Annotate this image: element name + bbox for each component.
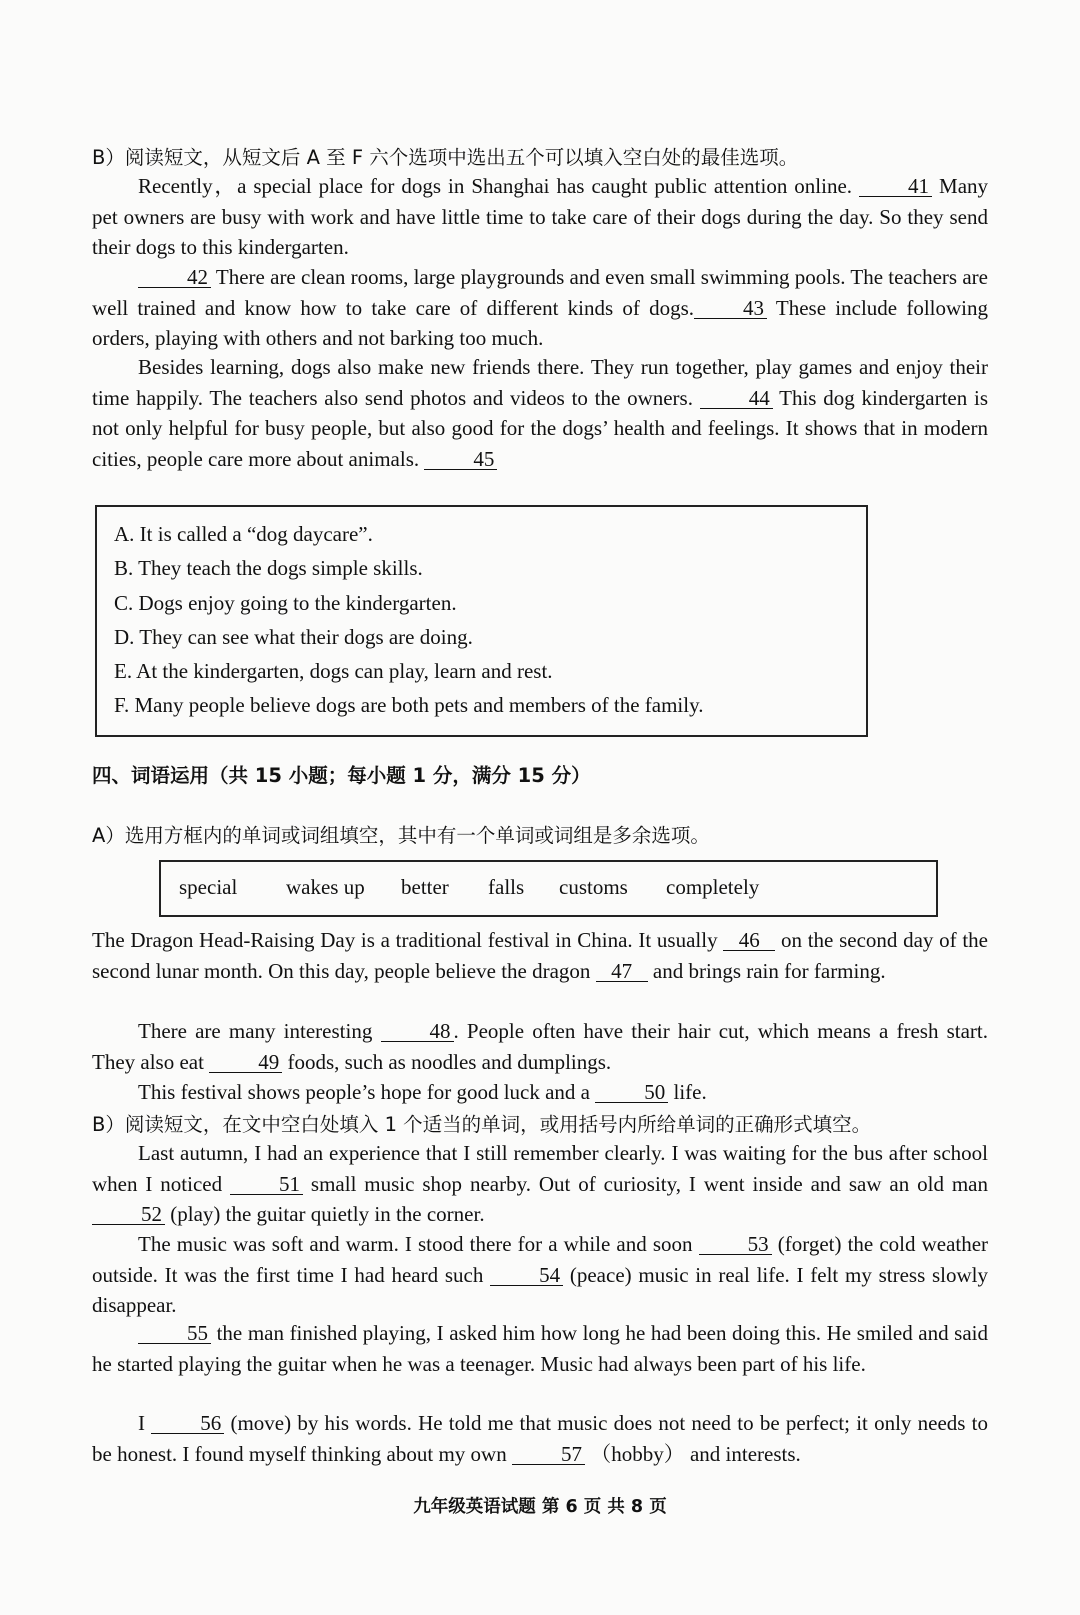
word-falls: falls: [488, 875, 525, 899]
passage-b2-paragraph-1: Last autumn, I had an experience that I still remember clearly. I was waiting for the bus after school when I noticed 51 small music shop nearby. Out of curiosity, I went inside and saw an old man 52 (play) the guitar quietly in the corner.: [92, 1141, 988, 1226]
blank-53: 53: [699, 1234, 772, 1255]
page-footer: 九年级英语试题 第 6 页 共 8 页: [413, 1497, 667, 1517]
blank-51: 51: [230, 1174, 303, 1195]
word-box: [159, 860, 938, 917]
blank-49: 49: [209, 1052, 282, 1073]
passage-b1-paragraph-3: Besides learning, dogs also make new friends there. They run together, play games and enjoy their time happily. The teachers also send photos and videos to the owners. 44 This dog kindergarten is not only helpful for busy people, but also good for the dogs’ health and feelings. It shows that in modern cities, people care more about animals. 45: [92, 355, 988, 471]
word-wakes-up: wakes up: [286, 875, 365, 899]
blank-56: 56: [151, 1413, 224, 1434]
passage-a-paragraph-1: The Dragon Head-Raising Day is a traditional festival in China. It usually 46 on the second day of the second lunar month. On this day, people believe the dragon 47 and brings rain for farming.: [92, 928, 989, 983]
blank-47: 47: [596, 961, 648, 982]
option-b: B. They teach the dogs simple skills.: [114, 556, 423, 581]
word-special: special: [179, 875, 238, 899]
section-4-title: 四、词语运用（共 15 小题；每小题 1 分，满分 15 分）: [92, 764, 591, 787]
word-completely: completely: [666, 875, 760, 899]
word-better: better: [401, 875, 449, 899]
option-a: A. It is called a “dog daycare”.: [114, 522, 373, 546]
passage-b1-paragraph-2: 42 There are clean rooms, large playgrounds and even small swimming pools. The teachers are well trained and know how to take care of different kinds of dogs. 43 These include following orders, playing with others and not barking too much.: [92, 265, 988, 350]
part-b2-header: B）阅读短文，在文中空白处填入 1 个适当的单词，或用括号内所给单词的正确形式填空。: [92, 1113, 872, 1136]
option-d: D. They can see what their dogs are doing.: [114, 624, 473, 649]
passage-a-paragraph-2: There are many interesting 48 . People often have their hair cut, which means a fresh start. They also eat 49 foods, such as noodles and dumplings.: [92, 1019, 988, 1074]
option-f: F. Many people believe dogs are both pets and members of the family.: [114, 693, 704, 718]
blank-57: 57: [512, 1444, 585, 1465]
blank-42: 42: [138, 267, 211, 288]
blank-52: 52: [92, 1204, 165, 1225]
blank-48: 48: [381, 1021, 454, 1042]
passage-b2-paragraph-4: I 56 (move) by his words. He told me that music does not need to be perfect; it only needs to be honest. I found myself thinking about my own 57 （hobby） and interests.: [92, 1411, 989, 1466]
blank-46: 46: [723, 930, 775, 951]
blank-43: 43: [694, 298, 767, 319]
blank-45: 45: [424, 449, 497, 470]
part-b1-header: B）阅读短文，从短文后 A 至 F 六个选项中选出五个可以填入空白处的最佳选项。: [92, 146, 799, 169]
options-box: [95, 505, 868, 737]
passage-a-paragraph-3: This festival shows people’s hope for good luck and a 50 life.: [138, 1080, 707, 1104]
passage-b2-paragraph-3: 55 the man finished playing, I asked him how long he had been doing this. He smiled and said he started playing the guitar when he was a teenager. Music had always been part of his life.: [92, 1321, 989, 1376]
passage-b2-paragraph-2: The music was soft and warm. I stood there for a while and soon 53 (forget) the cold weather outside. It was the first time I had heard such 54 (peace) music in real life. I felt my stress slowly disappear.: [92, 1232, 989, 1317]
word-customs: customs: [559, 875, 628, 899]
passage-b1-paragraph-1: Recently，a special place for dogs in Shanghai has caught public attention online. 41 Many pet owners are busy with work and have little time to take care of their dogs during the day. So they send their dogs to this kindergarten.: [92, 174, 989, 259]
option-e: E. At the kindergarten, dogs can play, learn and rest.: [114, 659, 553, 684]
blank-55: 55: [138, 1323, 211, 1344]
blank-41: 41: [859, 176, 932, 197]
part-a-header: A）选用方框内的单词或词组填空，其中有一个单词或词组是多余选项。: [92, 824, 710, 847]
blank-50: 50: [595, 1082, 668, 1103]
blank-54: 54: [490, 1265, 563, 1286]
option-c: C. Dogs enjoy going to the kindergarten.: [114, 590, 457, 615]
blank-44: 44: [700, 388, 773, 409]
